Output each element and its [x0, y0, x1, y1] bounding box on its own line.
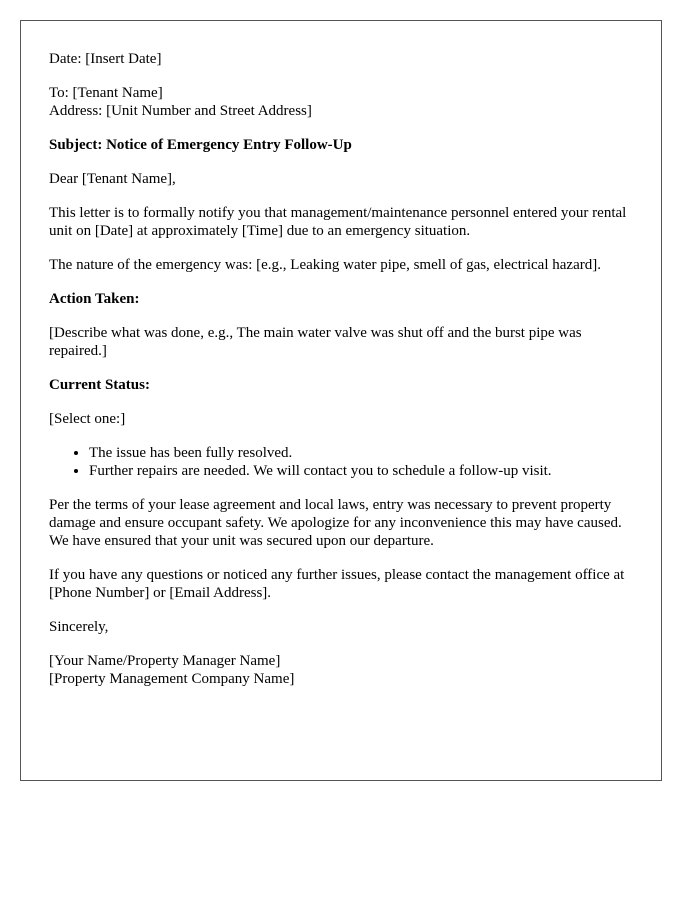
subject-line: Subject: Notice of Emergency Entry Follow-Up: [49, 137, 352, 153]
status-prompt: [Select one:]: [49, 411, 126, 427]
contact-paragraph: If you have any questions or noticed any further issues, please contact the management office at [Phone Number] or [Email Address].: [49, 567, 625, 601]
to-line: To: [Tenant Name]: [49, 85, 163, 101]
action-taken-heading: Action Taken:: [49, 291, 140, 307]
salutation: Dear [Tenant Name],: [49, 171, 176, 187]
intro-paragraph: This letter is to formally notify you that management/maintenance personnel entered your rental unit on [Date] at approximately [Time] due to an emergency situation.: [49, 205, 627, 239]
status-option-resolved: • The issue has been fully resolved.: [89, 444, 633, 462]
address-line: Address: [Unit Number and Street Address]: [49, 103, 312, 119]
closing: Sincerely,: [49, 619, 109, 635]
emergency-nature-paragraph: The nature of the emergency was: [e.g., Leaking water pipe, smell of gas, electrical hazard].: [49, 257, 601, 273]
letter-page: [20, 20, 662, 781]
recipient-block: [49, 84, 633, 120]
status-options-list: [49, 444, 633, 480]
status-option-further-repairs: • Further repairs are needed. We will contact you to schedule a follow-up visit.: [89, 462, 633, 480]
signature-block: [49, 652, 633, 688]
signature-company: [Property Management Company Name]: [49, 671, 295, 687]
current-status-heading: Current Status:: [49, 377, 150, 393]
action-taken-text: [Describe what was done, e.g., The main water valve was shut off and the burst pipe was repaired.]: [49, 325, 582, 359]
date-line: Date: [Insert Date]: [49, 51, 162, 67]
signature-name: [Your Name/Property Manager Name]: [49, 653, 281, 669]
lease-paragraph: Per the terms of your lease agreement and local laws, entry was necessary to prevent property damage and ensure occupant safety. We apologize for any inconvenience this may have caused. We have ensured that your unit was secured upon our departure.: [49, 497, 622, 549]
